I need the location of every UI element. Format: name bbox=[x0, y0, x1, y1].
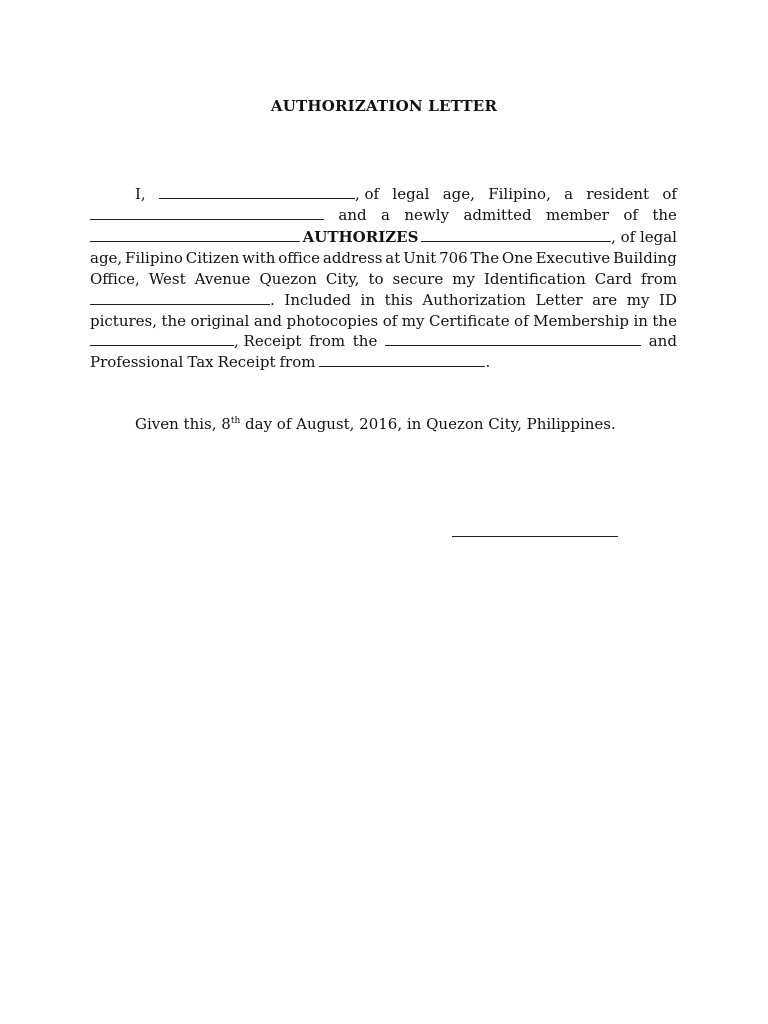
text-word: secure bbox=[392, 270, 444, 288]
text-word: Letter bbox=[535, 291, 583, 309]
text-word: at bbox=[385, 249, 401, 267]
paragraph-line-5 bbox=[90, 269, 677, 290]
authorizes-keyword: AUTHORIZES bbox=[302, 228, 419, 246]
document-title: AUTHORIZATION LETTER bbox=[270, 97, 498, 115]
text-word: Authorization bbox=[422, 291, 526, 309]
text-word: are bbox=[592, 291, 618, 309]
text-word: Citizen bbox=[185, 249, 240, 267]
text-word: the bbox=[352, 332, 378, 350]
text-word: the bbox=[161, 312, 187, 330]
text-word: of bbox=[662, 185, 677, 203]
text-word: of bbox=[623, 206, 638, 224]
text-word: One bbox=[501, 249, 533, 267]
text-word: my bbox=[452, 270, 475, 288]
text-word: legal bbox=[392, 185, 430, 203]
text-word: Tax bbox=[187, 353, 214, 371]
text-word: Membership bbox=[533, 312, 629, 330]
paragraph-line-9 bbox=[90, 352, 677, 373]
text-word: a bbox=[381, 206, 390, 224]
text-word: West bbox=[148, 270, 186, 288]
text-word: , of legal bbox=[611, 228, 677, 246]
authorized-person-blank bbox=[421, 227, 611, 242]
text-fragment bbox=[421, 227, 677, 248]
text-word: member bbox=[545, 206, 609, 224]
text-word: my bbox=[626, 291, 650, 309]
given-date-line bbox=[135, 414, 616, 435]
text-word: Receipt bbox=[217, 353, 276, 371]
text-word: , Receipt bbox=[234, 332, 302, 350]
text-word: my bbox=[401, 312, 425, 330]
text-word: Unit bbox=[403, 249, 437, 267]
given-prefix: Given this, 8 bbox=[135, 415, 231, 433]
text-word: Filipino, bbox=[488, 185, 551, 203]
text-fragment bbox=[159, 184, 379, 205]
paragraph-line-8 bbox=[90, 331, 677, 352]
paragraph-line-4 bbox=[90, 248, 677, 269]
text-word: a bbox=[564, 185, 574, 203]
text-word: from bbox=[279, 353, 316, 371]
paragraph-line-6 bbox=[90, 290, 677, 311]
tax-receipt-blank bbox=[319, 352, 485, 367]
text-word: pictures, bbox=[90, 312, 158, 330]
text-word: age, bbox=[442, 185, 475, 203]
paragraph-line-1 bbox=[135, 184, 677, 205]
text-word: and bbox=[648, 332, 677, 350]
text-word: with bbox=[242, 249, 276, 267]
name-blank bbox=[159, 184, 355, 199]
text-word: . bbox=[485, 353, 491, 371]
residence-blank bbox=[90, 205, 324, 220]
text-word: 706 bbox=[439, 249, 468, 267]
text-word: Avenue bbox=[194, 270, 251, 288]
text-word: from bbox=[640, 270, 677, 288]
text-word: Professional bbox=[90, 353, 184, 371]
text-word: I, bbox=[135, 185, 146, 203]
text-word: Quezon bbox=[259, 270, 317, 288]
ordinal-suffix: th bbox=[230, 416, 241, 426]
text-word: and bbox=[338, 206, 367, 224]
receipt-source-blank bbox=[385, 331, 641, 346]
text-word: of bbox=[382, 312, 398, 330]
text-word: Identification bbox=[483, 270, 586, 288]
text-word: newly bbox=[404, 206, 450, 224]
text-word: the bbox=[652, 312, 677, 330]
text-word: Office, bbox=[90, 270, 140, 288]
text-word: Executive bbox=[535, 249, 611, 267]
text-word: admitted bbox=[463, 206, 532, 224]
text-word: Filipino bbox=[125, 249, 183, 267]
text-word: original bbox=[190, 312, 250, 330]
text-word: to bbox=[368, 270, 384, 288]
paragraph-line-3 bbox=[90, 227, 677, 248]
organization-blank bbox=[90, 227, 300, 242]
certificate-blank bbox=[90, 331, 234, 346]
text-word: in bbox=[360, 291, 375, 309]
text-word: , of bbox=[354, 185, 380, 203]
text-word: address bbox=[322, 249, 383, 267]
text-fragment bbox=[90, 290, 275, 311]
text-word: the bbox=[652, 206, 677, 224]
text-word: Certificate bbox=[428, 312, 510, 330]
text-word: photocopies bbox=[286, 312, 379, 330]
signature-line bbox=[452, 536, 618, 537]
text-word: from bbox=[309, 332, 346, 350]
paragraph-line-2 bbox=[90, 205, 677, 226]
text-word: in bbox=[633, 312, 648, 330]
text-word: age, bbox=[90, 249, 123, 267]
text-word: this bbox=[384, 291, 413, 309]
text-word: ID bbox=[659, 291, 677, 309]
text-word: The bbox=[470, 249, 500, 267]
text-fragment bbox=[319, 352, 490, 373]
given-suffix: day of August, 2016, in Quezon City, Philippines. bbox=[240, 415, 616, 433]
text-word: City, bbox=[325, 270, 360, 288]
text-word: resident bbox=[586, 185, 650, 203]
issuer-blank bbox=[90, 290, 270, 305]
text-fragment bbox=[90, 331, 301, 352]
text-word: Included bbox=[284, 291, 351, 309]
paragraph-line-7 bbox=[90, 311, 677, 332]
text-word: Card bbox=[594, 270, 632, 288]
text-word: of bbox=[514, 312, 529, 330]
text-word: . bbox=[270, 291, 275, 309]
text-word: Building bbox=[612, 249, 677, 267]
text-word: and bbox=[253, 312, 283, 330]
text-word: office bbox=[278, 249, 321, 267]
